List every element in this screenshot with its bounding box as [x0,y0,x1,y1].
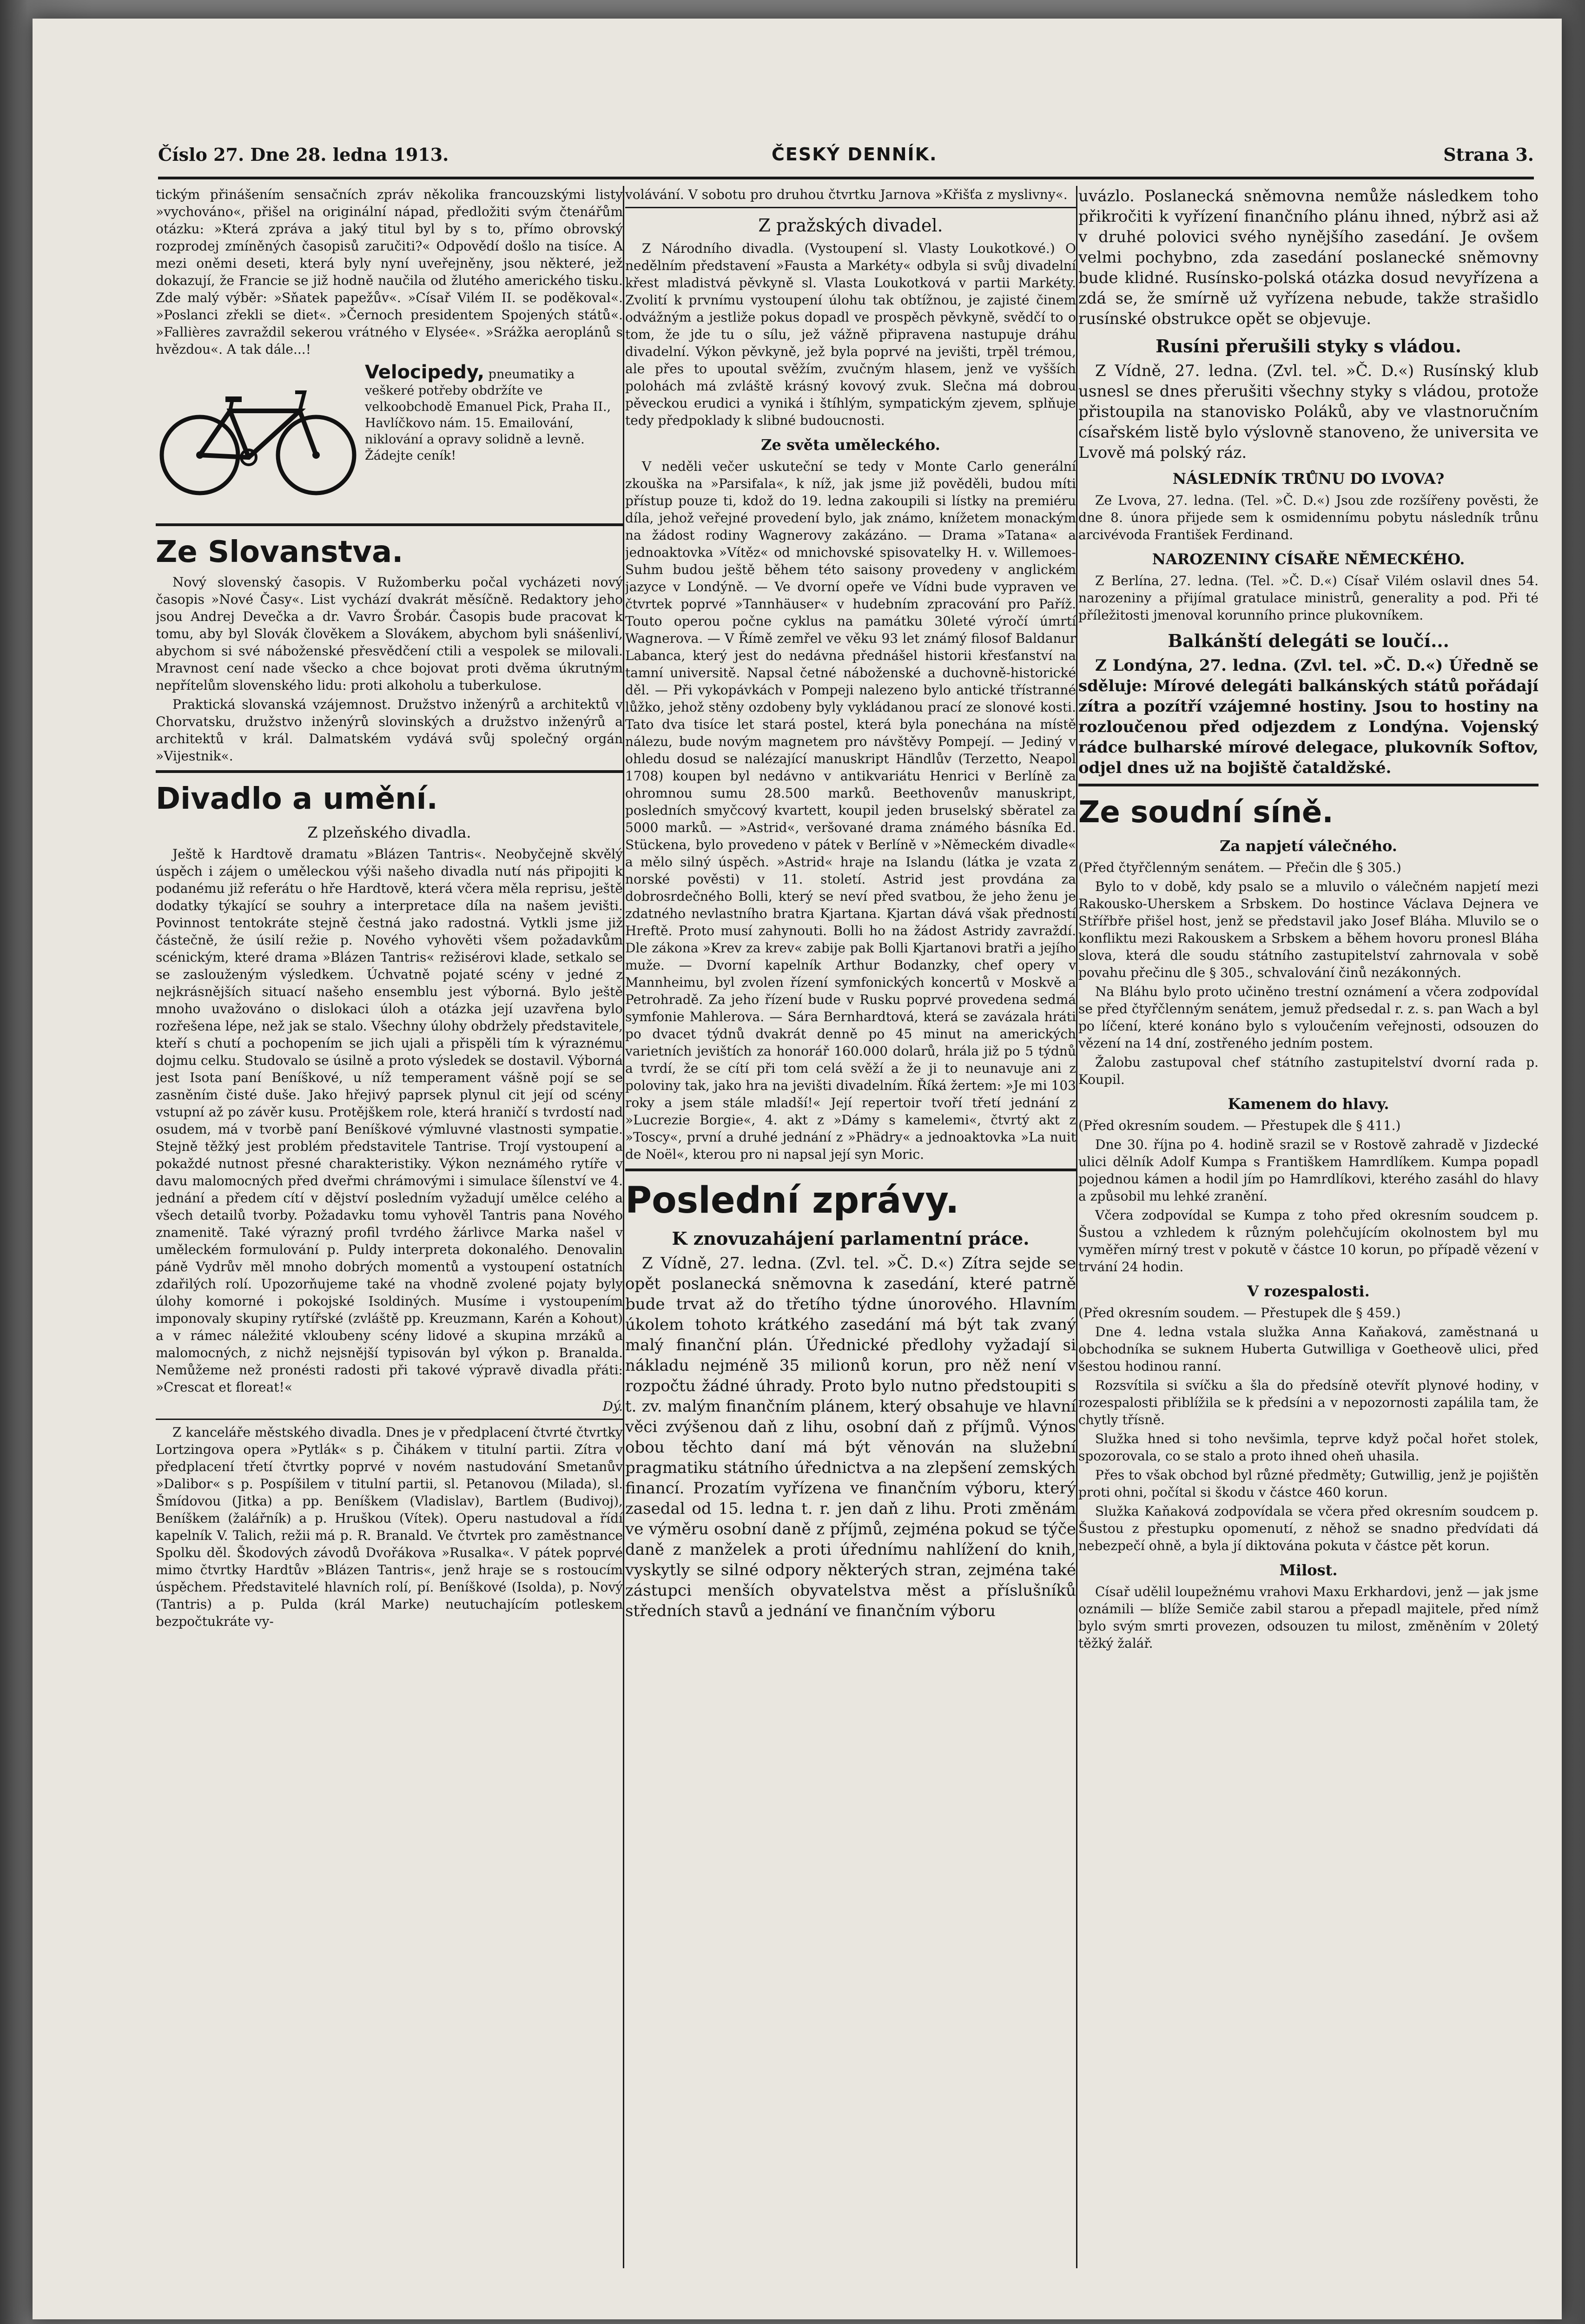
article-subheading: Z pražských divadel. [758,215,943,236]
article-paragraph: (Před okresním soudem. — Přestupek dle § 411.) [1078,1118,1401,1133]
article-paragraph: Z Londýna, 27. ledna. (Zvl. tel. »Č. D.«) Úředně se sděluje: Mírové delegáti balkánských států pořádají zítra a pozítří vzájemné hostiny. Jsou to hostiny na rozloučenou před odjezdem z Londýna. Vojenský rádce bulharské mírové delegace, plukovník Softov, odjel dnes už na bojiště čataldžské. [1078,656,1539,777]
article-subheading: NÁSLEDNÍK TRŮNU DO LVOVA? [1172,470,1445,488]
section-divider [156,523,623,526]
bicycle-advertisement [156,364,623,518]
article-subheading: Balkánští delegáti se loučí... [1168,630,1449,651]
article-paragraph: Z Berlína, 27. ledna. (Tel. »Č. D.«) Císař Vilém oslavil dnes 54. narozeniny a přijímal gratulace ministrů, generality a pod. Při té příležitosti jmenoval korunního prince plukovníkem. [1078,573,1539,623]
column-3 [1078,186,1539,2268]
ad-body: pneumatiky a veškeré potřeby obdržíte ve velkoobchodě Emanuel Pick, Praha II., Havlíčkovo nám. 15. Emailování, niklování a opravy solidně a levně. Žádejte ceník! [365,367,611,463]
masthead-title: ČESKÝ DENNÍK. [772,144,938,165]
article-paragraph: Rozsvítila si svíčku a šla do předsíně otevřít plynové hodiny, v rozespalosti přiblížila se k předsíni a v nepozornosti zapálila tam, že chytly třísně. [1078,1378,1539,1427]
article-subheading: Kamenem do hlavy. [1228,1095,1389,1113]
newspaper-page [33,19,1562,2319]
article-subheading: Za napjetí válečného. [1220,837,1397,855]
ad-text [365,364,623,464]
section-divider [156,770,623,773]
section-divider [1078,784,1539,786]
article-paragraph: (Před okresním soudem. — Přestupek dle § 459.) [1078,1305,1401,1320]
article-subheading: Milost. [1279,1561,1338,1579]
article-paragraph: Služka Kaňaková zodpovídala se včera před okresním soudcem p. Šustou z přestupku opomenutí, z něhož se snadno předvídati dá nebezpečí ohně, a byla jí diktována pokuta v částce pět korun. [1078,1504,1539,1553]
article-paragraph: volávání. V sobotu pro druhou čtvrtku Jarnova »Křišťa z myslivny«. [625,187,1068,202]
author-signature: Dý. [602,1399,623,1414]
section-divider [625,1169,1076,1171]
article-paragraph: Nový slovenský časopis. V Ružomberku počal vycházeti nový časopis »Nové Časy«. List vychází dvakrát měsíčně. Redaktory jeho jsou Andrej Devečka a dr. Vavro Šrobár. Časopis bude pracovat k tomu, aby byl Slovák člověkem a Slovákem, abychom byli snášenliví, abychom si své náboženské přesvědčení ctili a vespolek se milovali. Mravnost cení nade všecko a chce bojovat proti dvěma úkrutným nepřítelům slovenského lidu: proti alkoholu a tuberkulose. [156,574,623,693]
article-paragraph: Dne 30. října po 4. hodině srazil se v Rostově zahradě v Jizdecké ulici dělník Adolf Kumpa s Františkem Hamrdlíkem. Kumpa popadl pojednou kámen a hodil jím po Hamrdlíkovi, kterého zasáhl do hlavy a způsobil mu lehké zranění. [1078,1137,1539,1204]
column-rule-1 [623,186,624,2268]
article-paragraph: tickým přinášením sensačních zpráv několika francouzskými listy »vychováno«, přišel na originální nápad, předložiti svým čtenářům otázku: »Která zpráva a jaký titul byl by s to, přímo obrovský rozprodej zmíněných časopisů zaručiti?« Odpovědí došlo na tisíce. A mezi oněmi deseti, která byly nyní uveřejněny, jsou některé, jež dokazují, že Francie se již hodně naučila od žlutého amerického tisku. Zde malý výběr: »Sňatek papežův«. »Císař Vilém II. se poděkoval«. »Poslanci zřekli se diet«. »Černoch presidentem Spojených států«. »Fallières zavraždil sekerou vrátného v Elysée«. »Srážka aeroplánů s hvězdou«. A tak dále...! [156,187,623,357]
article-divider [625,207,1076,208]
article-paragraph: Služka hned si toho nevšimla, teprve když počal hořet stolek, spozorovala, co se stalo a proto ihned oheň uhasila. [1078,1431,1539,1464]
article-paragraph: Ze Lvova, 27. ledna. (Tel. »Č. D.«) Jsou zde rozšířeny pověsti, že dne 8. února přijede sem k osmidennímu pobytu následník trůnu arcivévoda František Ferdinand. [1078,493,1539,542]
column-rule-2 [1076,186,1077,2268]
article-paragraph: Z Národního divadla. (Vystoupení sl. Vlasty Loukotkové.) O nedělním představení »Fausta a Markéty« odbyla si svůj divadelní křest mladistvá pěvkyně sl. Vlasta Loukotková v partii Markéty. Zvolití k prvnímu vystoupení úlohu tak obtížnou, je zajisté činem odvážným a jestliže pokus dopadl ve prospěch pěvkyně, svědčí to o tom, že jde tu o sílu, jež vážně připravena nastupuje dráhu divadelní. Výkon pěvkyně, jež byla poprvé na jevišti, trpěl trémou, ale přes to upoutal svěžím, zvučným hlasem, jenž ve vyšších polohách má zvláště krásný kovový zvuk. Slečna má dobrou pěveckou erudici a vyniká i štíhlým, sympatickým zjevem, splňuje tedy předpoklady k slibné budoucnosti. [625,241,1076,428]
article-paragraph: Bylo to v době, kdy psalo se a mluvilo o válečném napjetí mezi Rakousko-Uherskem a Srbskem. Do hostince Václava Dejnera ve Střířbře přišel host, jenž se představil jako Josef Bláha. Mluvilo se o konfliktu mezi Rakouskem a Srbskem a během hovoru pronesl Bláha slova, která dle soudu státního zastupitelství zahrnovala v sobě povahu přečinu dle § 305., schvalování činů nezákonných. [1078,879,1539,980]
article-subheading: Rusíni přerušili styky s vládou. [1156,336,1461,357]
ad-title: Velocipedy, [365,362,485,383]
article-paragraph: V neděli večer uskuteční se tedy v Monte Carlo generální zkouška na »Parsifala«, k níž, jak jsme již pověděli, budou míti přístup pouze ti, kdož do 19. ledna zakoupili si lístky na premiéru díla, jehož veřejné provedení bylo, jak známo, knížetem monackým na žádost rodiny Wagnerovy zakázáno. — Drama »Tatana« a jednoaktovka »Vítěz« od mnichovské spisovatelky H. v. Willemoes-Suhm budou ještě během této saisony provedeny v anglickém jazyce v Londýně. — Ve dvorní opeře ve Vídni bude vypraven ve čtvrtek poprvé »Tannhäuser« v hudebním zpracování pro Paříž. Touto operou počne cyklus na památku 30leté výročí úmrtí Wagnerova. — V Římě zemřel ve věku 93 let známý filosof Baldanur Labanca, který jest do nedávna přednášel historii křesťanství na tamní universitě. Napsal četné náboženské a duchovně-historické děl. — Při vykopávkách v Pompeji nalezeno bylo antické třístranné lůžko, jehož stěny ozdobeny byly vykládanou prací ze slonové kosti. Tato dva tisíce let stará postel, která byla ponechána na místě nálezu, bude novým magnetem pro návštěvy Pompejí. — Jediný v ohledu dosud se nalézající manuskript Händlův (Terzetto, Neapol 1708) koupen byl nedávno v antikvariátu Henrici v Berlíně za ohromnou sumu 28.500 marků. Beethovenův manuskript, posledních smyčcový kvartett, koupil jeden bruselský sběratel za 5000 marků. — »Astrid«, veršované drama známého básníka Ed. Stückena, bylo provedeno v pátek v Berlíně v »Německém divadle« a mělo silný úspěch. »Astrid« hraje na Islandu (látka je vzata z norské pověsti) v 11. století. Astrid jest provdána za dobrosrdečného Bolli, který se neví před svatbou, že jeho ženu je zdatného nevlastního bratra Kjartana. Kjartan dává však předností Hreftě. Proto musí zahynouti. Bolli ho na žádost Astridy zavraždí. Dle zákona »Krev za krev« zabije pak Bolli Kjartanovi bratři a jejího muže. — Dvorní kapelník Arthur Bodanzky, chef opery v Mannheimu, byl zvolen řízení symfonických koncertů v Moskvě a Petrohradě. Za jeho řízení bude v Rusku poprvé provedena sedmá symfonie Mahlerova. — Sára Bernhardtová, která se zavázala hráti po dvacet týdnů dvakrát denně po 45 minut na amerických varietních jevištích za honorář 160.000 dolarů, hrála již po 5 týdnů a tvrdí, že se cítí při tom celá svěží a že ji to neunavuje ani z poloviny tak, jako hra na jevišti divadelním. Říká žertem: »Je mi 103 roky a jsem stále mladší!« Její repertoir tvoří třetí jednání z »Lucrezie Borgie«, 4. akt z »Dámy s kamelemi«, čtvrtý akt z »Toscy«, první a druhé jednání z »Phädry« a jednoaktovka »La nuit de Noël«, kterou pro ni napsal její syn Moric. [625,459,1076,1162]
article-paragraph: Přes to však obchod byl různé předměty; Gutwillig, jenž je pojištěn proti ohni, počítal si škodu v částce 460 korun. [1078,1467,1539,1500]
issue-date: Číslo 27. Dne 28. ledna 1913. [158,144,449,165]
article-paragraph: Z kanceláře městského divadla. Dnes je v předplacení čtvrté čtvrtky Lortzingova opera »Pytlák« s p. Čihákem v titulní partii. Zítra v předplacení třetí čtvrtky poprvé v novém nastudování Smetanův »Dalibor« s p. Pospíšilem v titulní partii, sl. Petanovou (Milada), sl. Šmídovou (Jitka) a pp. Beníškem (Vladislav), Bartlem (Budivoj), Beníškem (žalářník) a p. Hruškou (Vítek). Operu nastudoval a řídí kapelník V. Talich, režii má p. R. Branald. Ve čtvrtek pro zaměstnance Spolku děl. Škodových závodů Dvořákova »Rusalka«. V pátek poprvé mimo čtvrtky Hardtův »Blázen Tantris«, jenž hraje se s rostoucím úspěchem. Představitelé hlavních rolí, pí. Beníškové (Isolda), p. Nový (Tantris) a p. Pulda (král Marke) neutuchajícím potleskem bezpočtukráte vy- [156,1425,623,1629]
bicycle-icon [156,374,360,499]
article-paragraph: uvázlo. Poslanecká sněmovna nemůže následkem toho přikročiti k vyřízení finančního plánu ihned, nýbrž asi až v druhé polovici svého nynějšího zasedání. Je ovšem velmi pochybno, zda zasedání poslanecké sněmovny bude klidné. Rusínsko-polská otázka dosud nevyřízena a zdá se, že smírně už vyřízena nebude, takže strašidlo rusínské obstrukce opět se objevuje. [1078,187,1539,328]
article-paragraph: Císař udělil loupežnému vrahovi Maxu Erkhardovi, jenž — jak jsme oznámili — blíže Semiče zabil starou a přepadl majitele, před nímž bylo svým smrti provezen, odsouzen tu milost, změněním v 20letý těžký žalář. [1078,1584,1539,1651]
column-1 [156,186,623,2268]
section-heading-divadlo: Divadlo a umění. [156,782,438,816]
article-divider [156,1419,623,1420]
article-paragraph: Ještě k Hardtově dramatu »Blázen Tantris«. Neobyčejně skvělý úspěch i zájem o uměleckou výši našeho divadla nutí nás připojiti k podanému již referátu o hře Hardtově, která včera měla reprisu, ještě dodatky týkající se souhry a interpretace díla na našem jevišti. Povinnost tentokráte stejně čestná jako radostná. Vytkli jsme již částečně, že úsilí režie p. Nového vyhověti všem požadavkům scénickým, které drama »Blázen Tantris« režisérovi klade, setkalo se se zaslouženým výsledkem. Úchvatně pojaté scény v jedné z nejkrásnějších situací našeho ensemblu jest výborná. Bylo ještě mnoho uvažováno o dislokaci úloh a otázka její uzavřena bylo rozřešena lépe, než jak se stalo. Všechny úlohy obdržely představitele, kteří s chutí a pochopením se jich ujali a přispěli tím k výraznému dojmu celku. Studovalo se úsilně a proto výsledek se dostavil. Výborná jest Isota paní Beníškové, u níž temperament vášně pojí se se zasněním čisté duše. Jako hřejivý paprsek plynul cit její od scény vstupní až po závěr kusu. Protějškem role, která hraničí s tvrdostí nad osudem, má v tvorbě paní Beníškové výmluvné vlastnosti sympatie. Stejně těžký jest problém představitele Tantrise. Trojí vystoupení a pokaždé nutnost přesné charakteristiky. Výkon neznámého rytíře v davu malomocných před dveřmi chrámovými i simulace šílenství ve 4. jednání a předem cítí v dějství posledním vyžadují umělce celého a všech detailů tvorby. Požadavku tomu vyhověl Tantris pana Nového znamenitě. Také výrazný profil tvrdého žárlivce Marka našel v uměleckém formulování p. Puldy interpreta dokonalého. Denovalin páně Vydrův měl mnoho dobrých momentů a vystoupení ostatních zdařilých rolí. Upozorňujeme také na vhodně zvolené pojaty byly úlohy komorné i pokojské Isoldiných. Musíme i vystoupením imponovaly skupiny rytířské (zvláště pp. Kreuzmann, Karén a Kohout) a v rámec náležité vkloubeny scény lidové a skupina mrzáků a malomocných, z nichž nejsnější typisován byl výkon p. Branalda. Nemůžeme než pronésti radosti při takové výpravě divadla přáti: »Crescat et floreat!« [156,846,623,1395]
article-paragraph: Včera zodpovídal se Kumpa z toho před okresním soudcem p. Šustou a vzhledem k různým polehčujícím okolnostem byl mu vyměřen mírný trest v pokutě v částce 10 korun, po případě vězení v trvání 24 hodin. [1078,1208,1539,1274]
article-paragraph: Dne 4. ledna vstala služka Anna Kaňaková, zaměstnaná u obchodníka se suknem Huberta Gutwilliga v Goetheově ulici, před šestou hodinou ranní. [1078,1324,1539,1374]
page-header [158,144,1534,179]
article-paragraph: Z Vídně, 27. ledna. (Zvl. tel. »Č. D.«) Zítra sejde se opět poslanecká sněmovna k zasedání, které patrně bude trvat až do třetího týdne únorového. Hlavním úkolem tohoto krátkého zasedání má být tak zvaný malý finanční plán. Úřednické předlohy vyžadají si nákladu nejméně 35 milionů korun, pro něž není v rozpočtu žádné úhrady. Proto bylo nutno předstoupiti s t. zv. malým finančním plánem, který obsahuje ve hlavní věci zvýšenou daň z lihu, osobní daň z příjmů. Výnos obou těchto daní má být věnován na služební pragmatiku státního úřednictva a na zlepšení zemských financí. Prozatím vyřízena ve finančním výboru, který zasedal od 15. ledna t. r. jen daň z lihu. Proti změnám ve výměru osobní daně z příjmů, zejména pokud se týče daně z manželek a proti úřednímu nahlížení do knih, vyskytly se silné odpory některých stran, zejména také zástupci menších obyvatelstva měst a příslušníků středních stavů a jednání ve finančním výboru [625,1254,1076,1620]
column-2 [625,186,1076,2268]
section-heading-slovanstva: Ze Slovanstva. [156,535,403,569]
article-subheading: K znovuzahájení parlamentní práce. [672,1228,1030,1249]
article-subheading: NAROZENINY CÍSAŘE NĚMECKÉHO. [1152,550,1465,568]
section-heading-soudni-sine: Ze soudní síně. [1078,795,1334,830]
section-heading-posledni-zpravy: Poslední zprávy. [625,1180,959,1221]
article-paragraph: (Před čtyřčlenným senátem. — Přečin dle § 305.) [1078,860,1401,875]
article-subheading: Z plzeňského divadla. [307,824,471,841]
page-number: Strana 3. [1443,144,1534,165]
article-paragraph: Žalobu zastupoval chef státního zastupitelství dvorní rada p. Koupil. [1078,1055,1539,1087]
article-subheading: Ze světa uměleckého. [761,436,940,454]
article-paragraph: Z Vídně, 27. ledna. (Zvl. tel. »Č. D.«) Rusínský klub usnesl se dnes přerušiti všechny styky s vládou, protože přistoupila na stanovisko Poláků, aby ve vlastnoručním císařském listě bylo výslovně stanoveno, že universita ve Lvově má polský ráz. [1078,362,1539,462]
article-subheading: V rozespalosti. [1247,1282,1370,1300]
article-paragraph: Na Bláhu bylo proto učiněno trestní oznámení a včera zodpovídal se před čtyřčlenným senátem, jemuž předsedal r. z. s. pan Wach a byl po líčení, které konáno bylo s vyloučením veřejnosti, odsouzen do vězení na 14 dní, zostřeného jedním postem. [1078,984,1539,1051]
article-paragraph: Praktická slovanská vzájemnost. Družstvo inženýrů a architektů v Chorvatsku, družstvo inženýrů slovinských a družstvo inženýrů a architektů v král. Dalmatském vydává svůj společný orgán »Vijestnik«. [156,697,623,764]
